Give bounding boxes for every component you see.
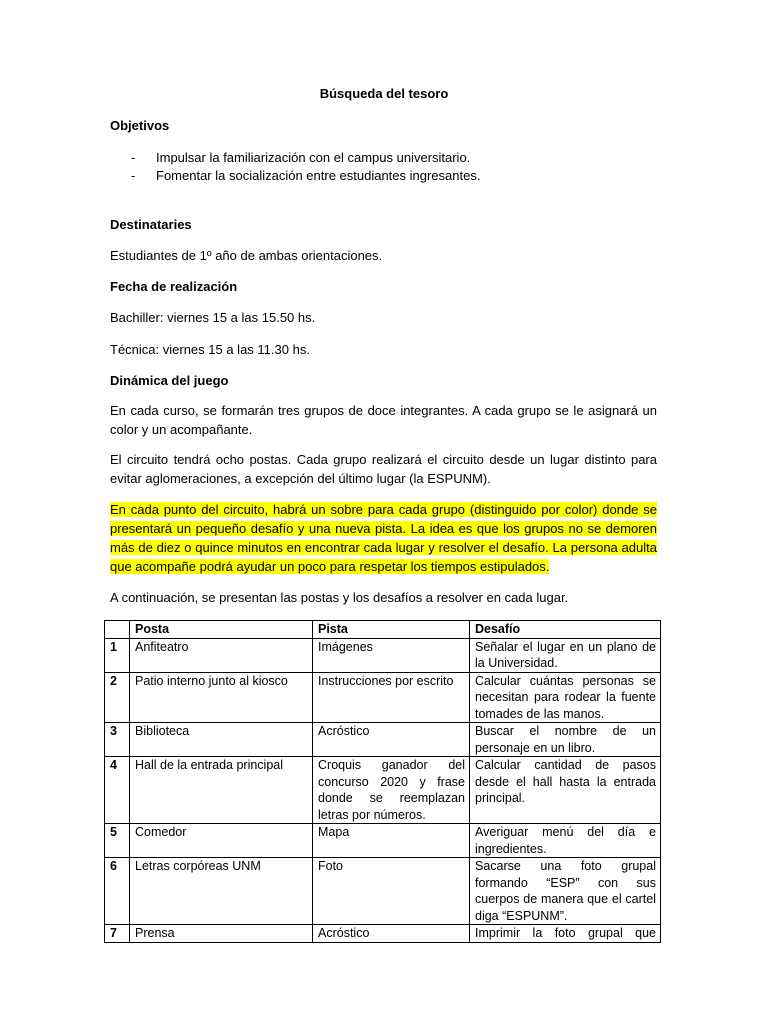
dinamica-heading: Dinámica del juego bbox=[110, 373, 229, 388]
table-header-posta: Posta bbox=[130, 621, 313, 639]
cell-pista: Imágenes bbox=[313, 638, 470, 672]
table-header-desafio: Desafío bbox=[470, 621, 661, 639]
cell-pista: Mapa bbox=[313, 824, 470, 858]
cell-pista: Acróstico bbox=[313, 723, 470, 757]
row-number: 5 bbox=[105, 824, 130, 858]
dinamica-paragraph-2: El circuito tendrá ocho postas. Cada grupo realizará el circuito desde un lugar distinto para evitar aglomeraciones, a excepción del último lugar (la ESPUNM). bbox=[110, 452, 657, 486]
row-number: 2 bbox=[105, 672, 130, 723]
cell-posta: Patio interno junto al kiosco bbox=[130, 672, 313, 723]
cell-pista: Croquis ganador del concurso 2020 y frase donde se reemplazan letras por números. bbox=[313, 757, 470, 824]
cell-desafio: Averiguar menú del día e ingredientes. bbox=[470, 824, 661, 858]
objetivo-item: Fomentar la socialización entre estudiantes ingresantes. bbox=[156, 168, 481, 183]
row-number: 7 bbox=[105, 925, 130, 943]
table-row bbox=[105, 672, 661, 723]
cell-posta: Letras corpóreas UNM bbox=[130, 858, 313, 925]
table-row bbox=[105, 757, 661, 824]
dinamica-paragraph-4: A continuación, se presentan las postas y los desafíos a resolver en cada lugar. bbox=[110, 590, 569, 605]
page-title: Búsqueda del tesoro bbox=[319, 86, 449, 101]
table-row bbox=[105, 858, 661, 925]
bullet-dash: - bbox=[131, 150, 136, 165]
highlighted-text: En cada punto del circuito, habrá un sobre para cada grupo (distinguido por color) donde se presentará un pequeño desafío y una nueva pista. La idea es que los grupos no se demoren más de diez o quince minutos en encontrar cada lugar y resolver el desafío. La persona adulta que acompañe podrá ayudar un poco para respetar los tiempos estipulados. bbox=[110, 502, 657, 574]
cell-desafio: Calcular cuántas personas se necesitan para rodear la fuente tomades de las manos. bbox=[470, 672, 661, 723]
cell-desafio: Señalar el lugar en un plano de la Universidad. bbox=[470, 638, 661, 672]
table-header-num bbox=[105, 621, 130, 639]
cell-desafio: Sacarse una foto grupal formando “ESP” con sus cuerpos de manera que el cartel diga “ESPUNM”. bbox=[470, 858, 661, 925]
cell-posta: Anfiteatro bbox=[130, 638, 313, 672]
postas-table bbox=[104, 620, 661, 943]
fecha-heading: Fecha de realización bbox=[110, 279, 238, 294]
cell-posta: Biblioteca bbox=[130, 723, 313, 757]
row-number: 1 bbox=[105, 638, 130, 672]
fecha-tecnica: Técnica: viernes 15 a las 11.30 hs. bbox=[110, 342, 310, 357]
table-row bbox=[105, 638, 661, 672]
cell-pista: Instrucciones por escrito bbox=[313, 672, 470, 723]
row-number: 3 bbox=[105, 723, 130, 757]
cell-desafio: Calcular cantidad de pasos desde el hall hasta la entrada principal. bbox=[470, 757, 661, 824]
row-number: 4 bbox=[105, 757, 130, 824]
table-row bbox=[105, 925, 661, 943]
cell-posta: Prensa bbox=[130, 925, 313, 943]
bullet-dash: - bbox=[131, 168, 136, 183]
objetivo-item: Impulsar la familiarización con el campus universitario. bbox=[156, 150, 471, 165]
fecha-bachiller: Bachiller: viernes 15 a las 15.50 hs. bbox=[110, 310, 316, 325]
objetivos-heading: Objetivos bbox=[110, 118, 170, 133]
dinamica-paragraph-highlighted bbox=[110, 500, 657, 576]
table-header-row bbox=[105, 621, 661, 639]
destinataries-heading: Destinataries bbox=[110, 217, 192, 232]
cell-pista: Foto bbox=[313, 858, 470, 925]
cell-pista: Acróstico bbox=[313, 925, 470, 943]
table-header-pista: Pista bbox=[313, 621, 470, 639]
table-row bbox=[105, 824, 661, 858]
cell-posta: Hall de la entrada principal bbox=[130, 757, 313, 824]
table-row bbox=[105, 723, 661, 757]
cell-desafio: Imprimir la foto grupal que bbox=[470, 925, 661, 943]
cell-desafio: Buscar el nombre de un personaje en un libro. bbox=[470, 723, 661, 757]
dinamica-paragraph-1: En cada curso, se formarán tres grupos de doce integrantes. A cada grupo se le asignará un color y un acompañante. bbox=[110, 403, 657, 437]
cell-posta: Comedor bbox=[130, 824, 313, 858]
destinataries-text: Estudiantes de 1º año de ambas orientaciones. bbox=[110, 248, 383, 263]
row-number: 6 bbox=[105, 858, 130, 925]
